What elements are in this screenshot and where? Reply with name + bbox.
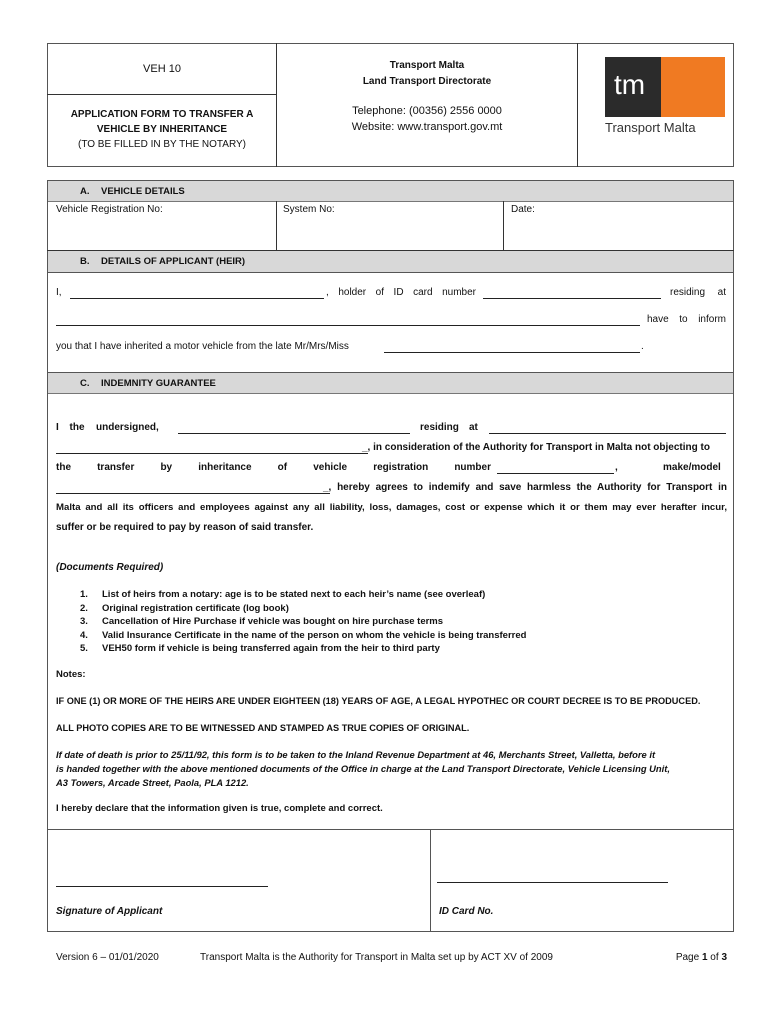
section-c-letter: C. bbox=[80, 378, 90, 389]
signature-label: Signature of Applicant bbox=[56, 906, 163, 917]
undersigned-name-field[interactable] bbox=[178, 433, 410, 434]
document-item: 3. Cancellation of Hire Purchase if vehicle was bought on hire purchase terms bbox=[80, 616, 444, 627]
transfer-word-4: inheritance bbox=[198, 462, 252, 473]
header-divider-h bbox=[47, 94, 277, 95]
signature-middle-divider bbox=[430, 829, 431, 932]
heir-inform-label: have to inform bbox=[647, 314, 726, 325]
note-under-eighteen: IF ONE (1) OR MORE OF THE HEIRS ARE UNDER EIGHTEEN (18) YEARS OF AGE, A LEGAL HYPOTHEC OR COURT DECREE IS TO BE PRODUCED. bbox=[56, 696, 701, 706]
footer-page bbox=[660, 952, 727, 963]
footer-authority: Transport Malta is the Authority for Transport in Malta set up by ACT XV of 2009 bbox=[200, 952, 553, 963]
undersigned-at: at bbox=[469, 422, 478, 433]
registration-comma: , bbox=[615, 462, 618, 473]
page-number: 1 bbox=[701, 952, 708, 963]
transfer-word-7: registration bbox=[373, 462, 429, 473]
org-dept: Land Transport Directorate bbox=[362, 76, 492, 87]
header-divider-v2 bbox=[577, 43, 578, 167]
transport-malta-logo bbox=[605, 57, 725, 138]
id-card-label: ID Card No. bbox=[439, 906, 494, 917]
registration-number-field[interactable] bbox=[497, 473, 614, 474]
heir-line3-end: . bbox=[641, 341, 644, 352]
note-date-of-death-l3: A3 Towers, Arcade Street, Paola, PLA 1212. bbox=[56, 777, 249, 788]
make-model-label: make/model bbox=[663, 462, 721, 473]
section-a-divider-1 bbox=[276, 201, 277, 250]
undersigned-address-field[interactable] bbox=[489, 433, 726, 434]
signature-right-border bbox=[733, 829, 734, 932]
signature-top-divider bbox=[47, 829, 734, 830]
date-label: Date: bbox=[511, 204, 535, 215]
document-item: 1. List of heirs from a notary: age is to be stated next to each heir’s name (see overleaf) bbox=[80, 589, 486, 600]
indemify-text: _, hereby agrees to indemify and save harmless the Authority for Transport in bbox=[323, 482, 727, 493]
note-date-of-death-l1: If date of death is prior to 25/11/92, this form is to be taken to the Inland Revenue Department at 46, Merchants Street, Valletta, before it bbox=[56, 749, 656, 760]
indemnity-paragraph-2: suffer or be required to pay by reason of said transfer. bbox=[56, 522, 314, 533]
note-photo-copies: ALL PHOTO COPIES ARE TO BE WITNESSED AND STAMPED AS TRUE COPIES OF ORIGINAL. bbox=[56, 723, 470, 733]
vehicle-registration-label: Vehicle Registration No: bbox=[56, 204, 163, 215]
make-model-field[interactable] bbox=[56, 493, 330, 494]
signature-left-border bbox=[47, 829, 48, 932]
document-list bbox=[80, 588, 526, 656]
section-b-left-border bbox=[47, 272, 48, 372]
system-no-label: System No: bbox=[283, 204, 335, 215]
telephone: Telephone: (00356) 2556 0000 bbox=[352, 105, 502, 117]
undersigned-the: I the bbox=[56, 422, 85, 433]
page-prefix: Page bbox=[675, 952, 702, 963]
heir-i-label: I, bbox=[56, 287, 62, 298]
heir-inherited-text: you that I have inherited a motor vehicle from the late Mr/Mrs/Miss bbox=[56, 341, 349, 352]
transfer-word-3: by bbox=[160, 462, 173, 473]
section-b-right-border bbox=[733, 272, 734, 372]
transfer-line bbox=[56, 462, 491, 473]
deceased-name-field[interactable] bbox=[384, 352, 640, 353]
undersigned-address-field-2[interactable] bbox=[56, 453, 368, 454]
consideration-text: _, in consideration of the Authority for Transport in Malta not objecting to bbox=[362, 442, 710, 453]
id-card-line[interactable] bbox=[437, 882, 668, 883]
document-item: 5. VEH50 form if vehicle is being transferred again from the heir to third party bbox=[80, 643, 440, 654]
heir-id-field[interactable] bbox=[483, 298, 661, 299]
transfer-word-2: transfer bbox=[97, 462, 135, 473]
org-name: Transport Malta bbox=[389, 60, 465, 71]
undersigned-label: undersigned, bbox=[96, 422, 159, 433]
section-a-letter: A. bbox=[80, 186, 90, 197]
section-c-title: INDEMNITY GUARANTEE bbox=[101, 378, 216, 389]
signature-bottom-divider bbox=[47, 931, 734, 932]
section-b-letter: B. bbox=[80, 256, 90, 267]
indemnity-paragraph: Malta and all its officers and employees against any all liability, loss, damages, cost or expense which it or them may ever herafter incur, bbox=[56, 502, 727, 513]
transfer-word-5: of bbox=[277, 462, 288, 473]
document-item: 2. Original registration certificate (log book) bbox=[80, 602, 289, 614]
logo-tm-text: tm bbox=[614, 69, 646, 100]
form-title-line1: APPLICATION FORM TO TRANSFER A bbox=[70, 109, 254, 120]
documents-heading: (Documents Required) bbox=[56, 562, 164, 573]
heir-name-field[interactable] bbox=[70, 298, 324, 299]
heir-holder-label: , holder of ID card number bbox=[326, 287, 476, 298]
page-total: 3 bbox=[721, 952, 727, 963]
section-b-title: DETAILS OF APPLICANT (HEIR) bbox=[101, 256, 246, 267]
website: Website: www.transport.gov.mt bbox=[351, 121, 503, 133]
vehicle-registration-field[interactable] bbox=[48, 216, 275, 249]
heir-address-field[interactable] bbox=[56, 325, 640, 326]
signature-line[interactable] bbox=[56, 886, 268, 887]
undersigned-residing: residing bbox=[420, 422, 459, 433]
document-item: 4. Valid Insurance Certificate in the name of the person on whom the vehicle is being transferred bbox=[80, 629, 527, 641]
section-a-divider-2 bbox=[503, 201, 504, 250]
page-of: of bbox=[707, 952, 722, 963]
note-date-of-death-l2: is handed together with the above mentioned documents of the Office in charge at the Land Transport Directorate, Vehicle Licensing Unit, bbox=[56, 763, 670, 774]
transfer-word-8: number bbox=[454, 462, 491, 473]
heir-residing-label: residing at bbox=[670, 287, 726, 298]
form-note: (TO BE FILLED IN BY THE NOTARY) bbox=[77, 139, 246, 150]
date-field[interactable] bbox=[505, 216, 733, 249]
transfer-word-6: vehicle bbox=[313, 462, 348, 473]
form-title-line2: VEHICLE BY INHERITANCE bbox=[96, 124, 228, 135]
notes-label: Notes: bbox=[56, 669, 86, 680]
section-a-title: VEHICLE DETAILS bbox=[101, 186, 185, 197]
declaration-text: I hereby declare that the information given is true, complete and correct. bbox=[56, 803, 383, 814]
form-code: VEH 10 bbox=[143, 63, 181, 75]
logo-caption: Transport Malta bbox=[605, 120, 696, 135]
system-no-field[interactable] bbox=[278, 216, 502, 249]
footer-version: Version 6 – 01/01/2020 bbox=[56, 952, 159, 963]
transfer-word-1: the bbox=[56, 462, 71, 473]
